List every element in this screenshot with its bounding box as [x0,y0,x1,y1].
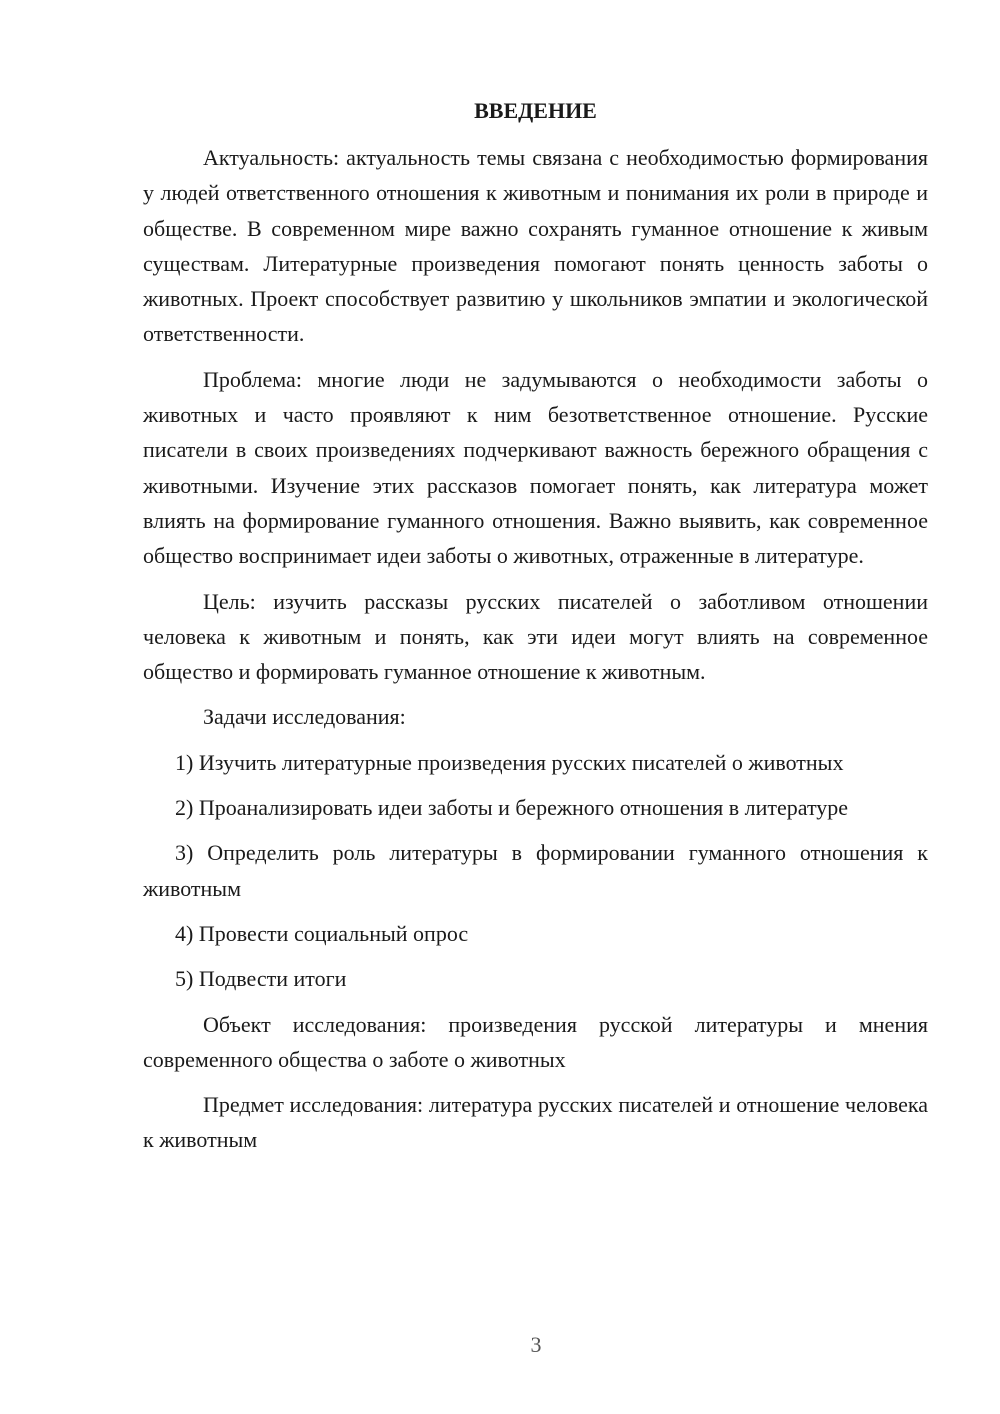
task-item-3: 3) Определить роль литературы в формировании гуманного отношения к животным [143,840,928,901]
paragraph-subject: Предмет исследования: литература русских писателей и отношение человека к животным [143,1092,928,1153]
task-item-4: 4) Провести социальный опрос [175,920,469,946]
task-item-1: 1) Изучить литературные произведения русских писателей о животных [175,749,844,775]
document-page [143,96,928,1168]
page-number: 3 [530,1332,542,1357]
paragraph-object: Объект исследования: произведения русской литературы и мнения современного общества о заботе о животных [143,1011,928,1072]
tasks-heading: Задачи исследования: [203,704,406,730]
paragraph-goal: Цель: изучить рассказы русских писателей о заботливом отношении человека к животным и понять, как эти идеи могут влиять на современное общество и формировать гуманное отношение к животным. [143,588,928,685]
task-item-5: 5) Подвести итоги [175,966,347,992]
paragraph-problem: Проблема: многие люди не задумываются о необходимости заботы о животных и часто проявляют к ним безответственное отношение. Русские писатели в своих произведениях подчеркивают важность бережного обращения с животными. Изучение этих рассказов помогает понять, как литература может влиять на формирование гуманного отношения. Важно выявить, как современное общество воспринимает идеи заботы о животных, отраженные в литературе. [143,366,928,569]
section-title: ВВЕДЕНИЕ [474,98,597,123]
task-item-2: 2) Проанализировать идеи заботы и бережного отношения в литературе [175,795,849,821]
paragraph-relevance: Актуальность: актуальность темы связана с необходимостью формирования у людей ответственного отношения к животным и понимания их роли в природе и обществе. В современном мире важно сохранять гуманное отношение к живым существам. Литературные произведения помогают понять ценность заботы о животных. Проект способствует развитию у школьников эмпатии и экологической ответственности. [143,145,928,347]
